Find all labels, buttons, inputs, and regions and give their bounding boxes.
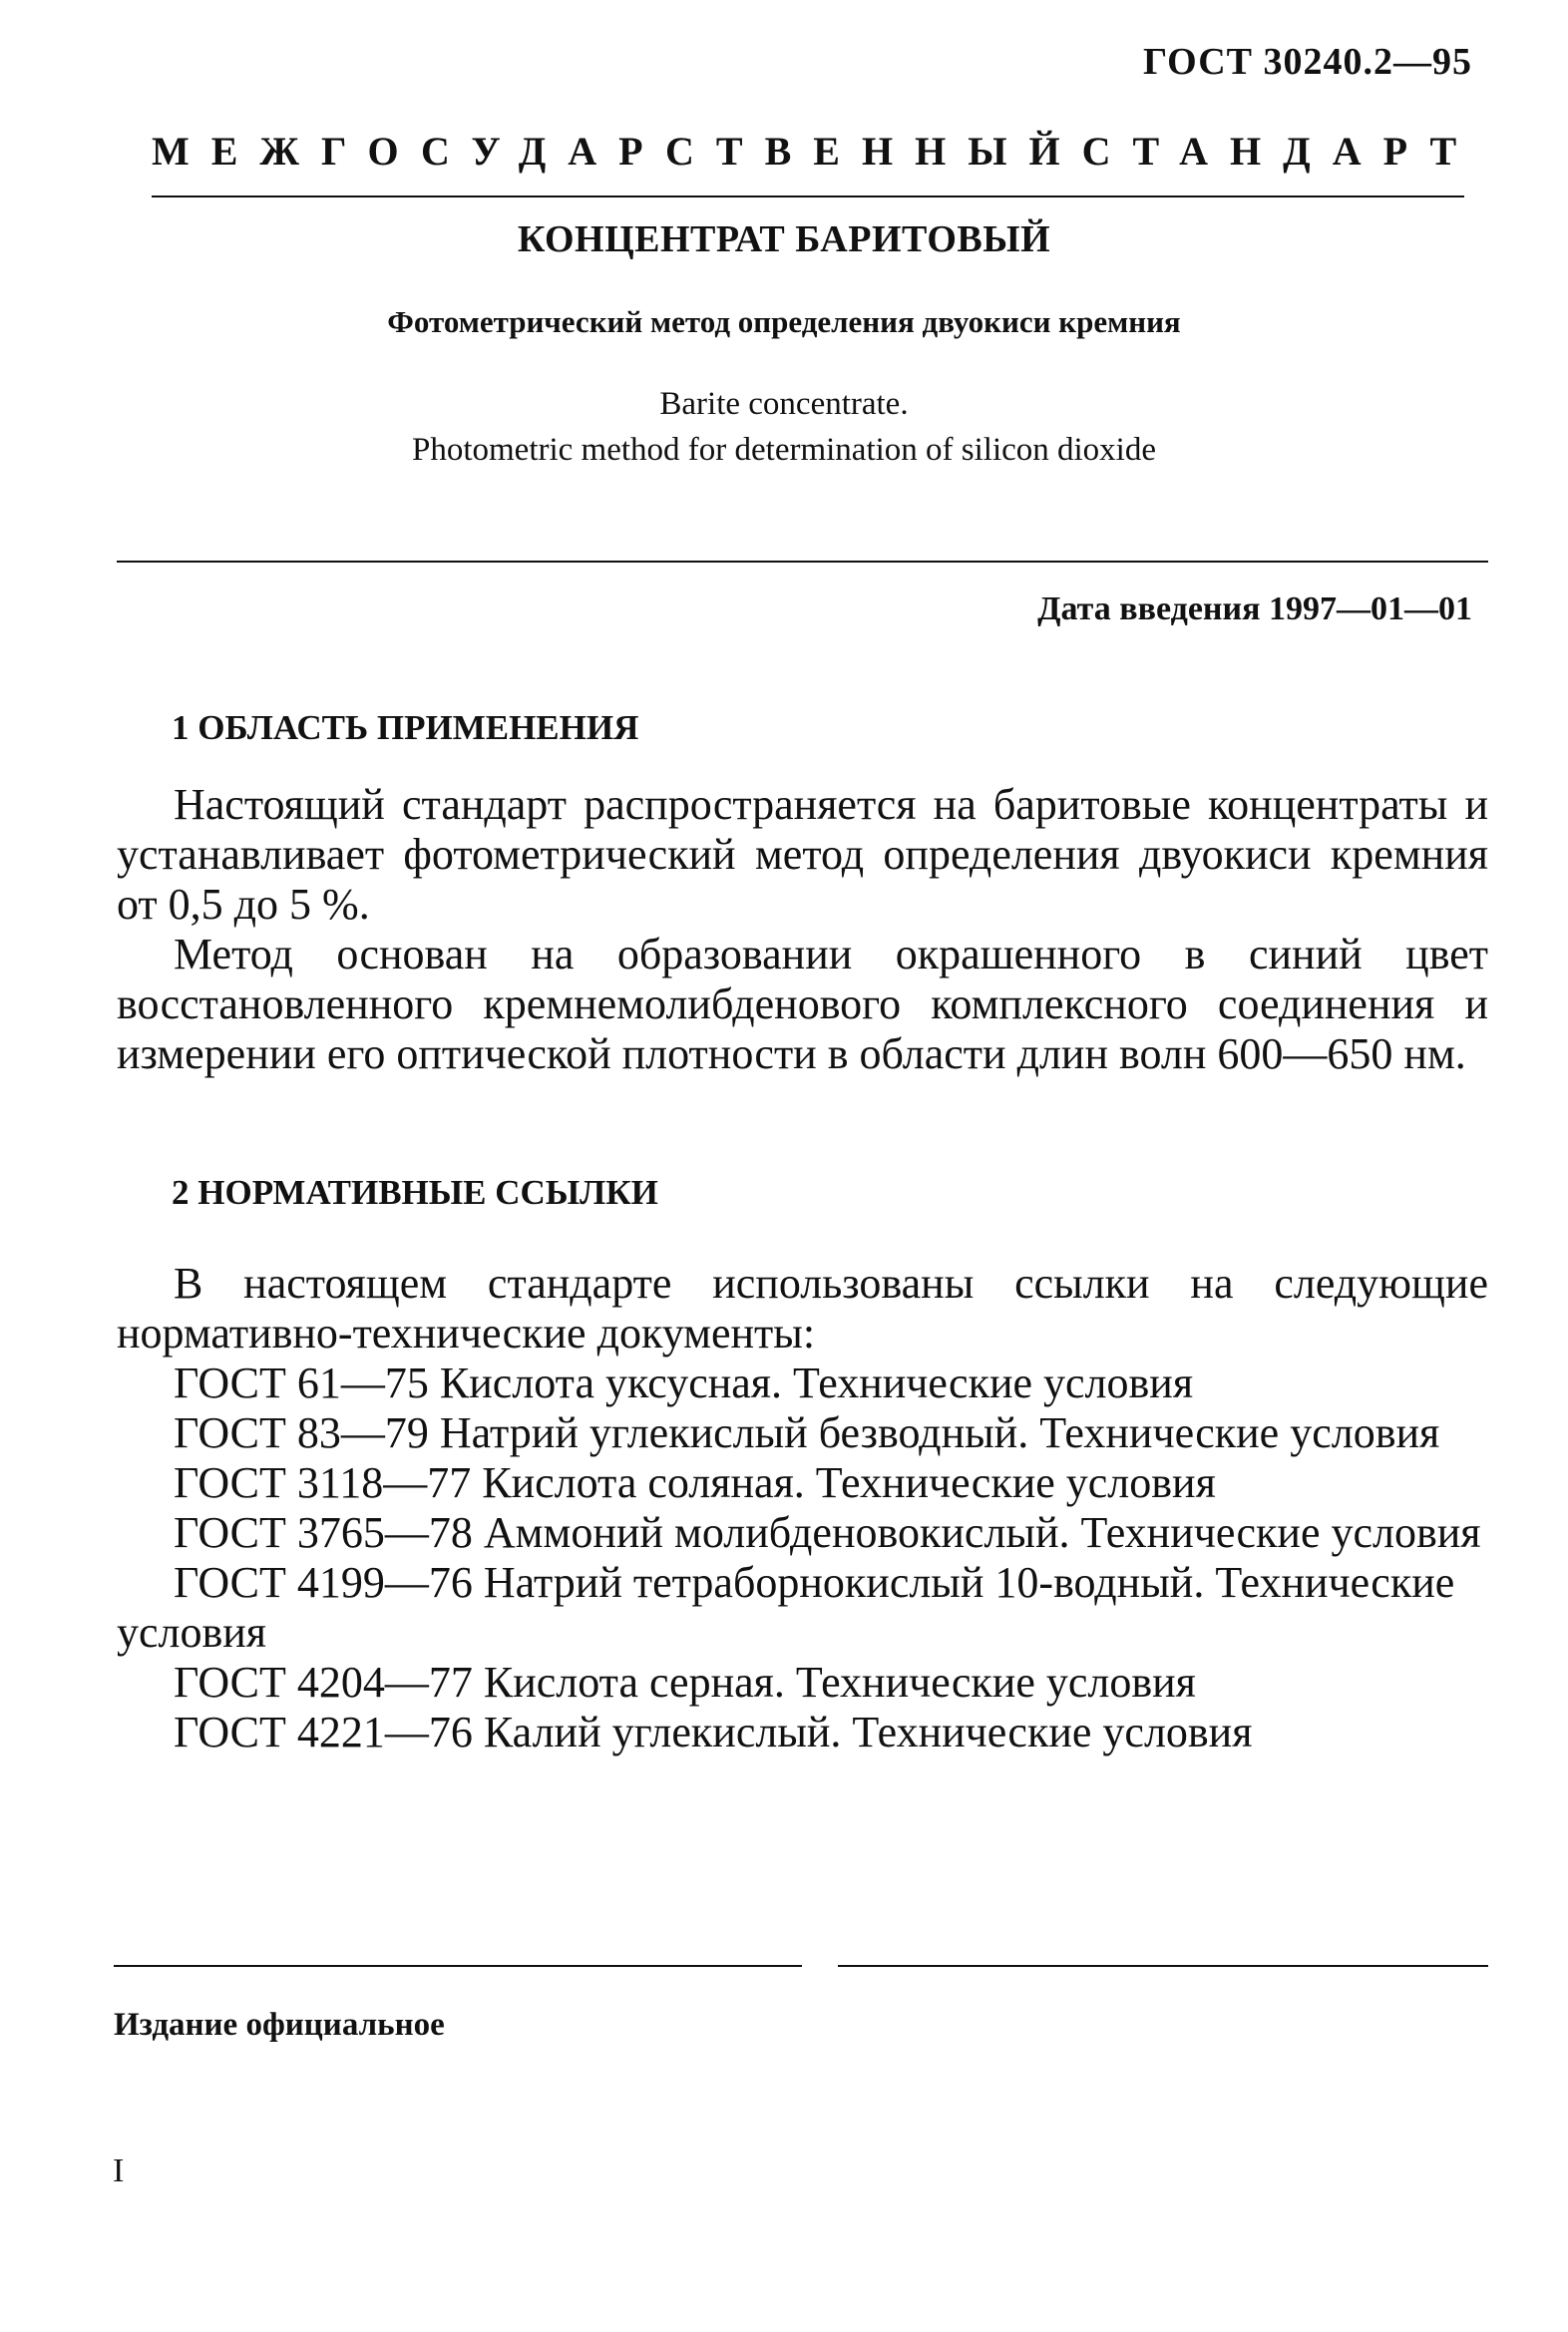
english-title-line1: Barite concentrate. <box>659 386 909 422</box>
reference-item: ГОСТ 3118—77 Кислота соляная. Технические условия <box>174 1458 1216 1507</box>
section-2-intro: В настоящем стандарте использованы ссылки на следующие нормативно-технические документы: <box>117 1259 1488 1358</box>
page-mark: I <box>113 2152 125 2189</box>
footer-rule-left <box>114 1965 802 1967</box>
english-title-line2: Photometric method for determination of silicon dioxide <box>411 432 1156 468</box>
header-rule <box>152 195 1464 197</box>
reference-item: ГОСТ 3765—78 Аммоний молибденовокислый. Технические условия <box>174 1508 1481 1557</box>
reference-item: ГОСТ 4221—76 Калий углекислый. Технические условия <box>174 1708 1253 1756</box>
intro-date: Дата введения 1997—01—01 <box>1037 590 1472 627</box>
gost-number: ГОСТ 30240.2—95 <box>1142 41 1472 83</box>
reference-item: ГОСТ 83—79 Натрий углекислый безводный. Технические условия <box>174 1408 1440 1457</box>
standard-type-left: МЕЖГОСУДАРСТВЕННЫЙ <box>152 129 1082 174</box>
reference-item: ГОСТ 4204—77 Кислота серная. Технические условия <box>174 1658 1196 1707</box>
section-2-body <box>117 1259 1488 1757</box>
edition-label: Издание официальное <box>114 2007 445 2043</box>
reference-item: ГОСТ 61—75 Кислота уксусная. Технические условия <box>174 1359 1194 1407</box>
document-subtitle: Фотометрический метод определения двуокиси кремния <box>387 304 1181 339</box>
english-title <box>0 381 1568 473</box>
footer-rule-right <box>838 1965 1488 1967</box>
reference-item: ГОСТ 4199—76 Натрий тетраборнокислый 10-водный. Технические условия <box>117 1558 1455 1657</box>
section-1-heading: 1 ОБЛАСТЬ ПРИМЕНЕНИЯ <box>172 708 639 747</box>
standard-type-right: СТАНДАРТ <box>1081 129 1479 174</box>
document-title: КОНЦЕНТРАТ БАРИТОВЫЙ <box>517 218 1051 260</box>
section-1-paragraph-2: Метод основан на образовании окрашенного в синий цвет восстановленного кремнемолибденового комплексного соединения и измерении его оптической плотности в области длин волн 600—650 нм. <box>117 930 1488 1078</box>
title-rule <box>117 561 1488 563</box>
section-2-heading: 2 НОРМАТИВНЫЕ ССЫЛКИ <box>172 1173 658 1212</box>
section-1-body <box>117 780 1488 1079</box>
standard-type-heading <box>152 128 1479 175</box>
section-1-paragraph-1: Настоящий стандарт распространяется на баритовые концентраты и устанавливает фотометрический метод определения двуокиси кремния от 0,5 до 5 %. <box>117 780 1488 929</box>
